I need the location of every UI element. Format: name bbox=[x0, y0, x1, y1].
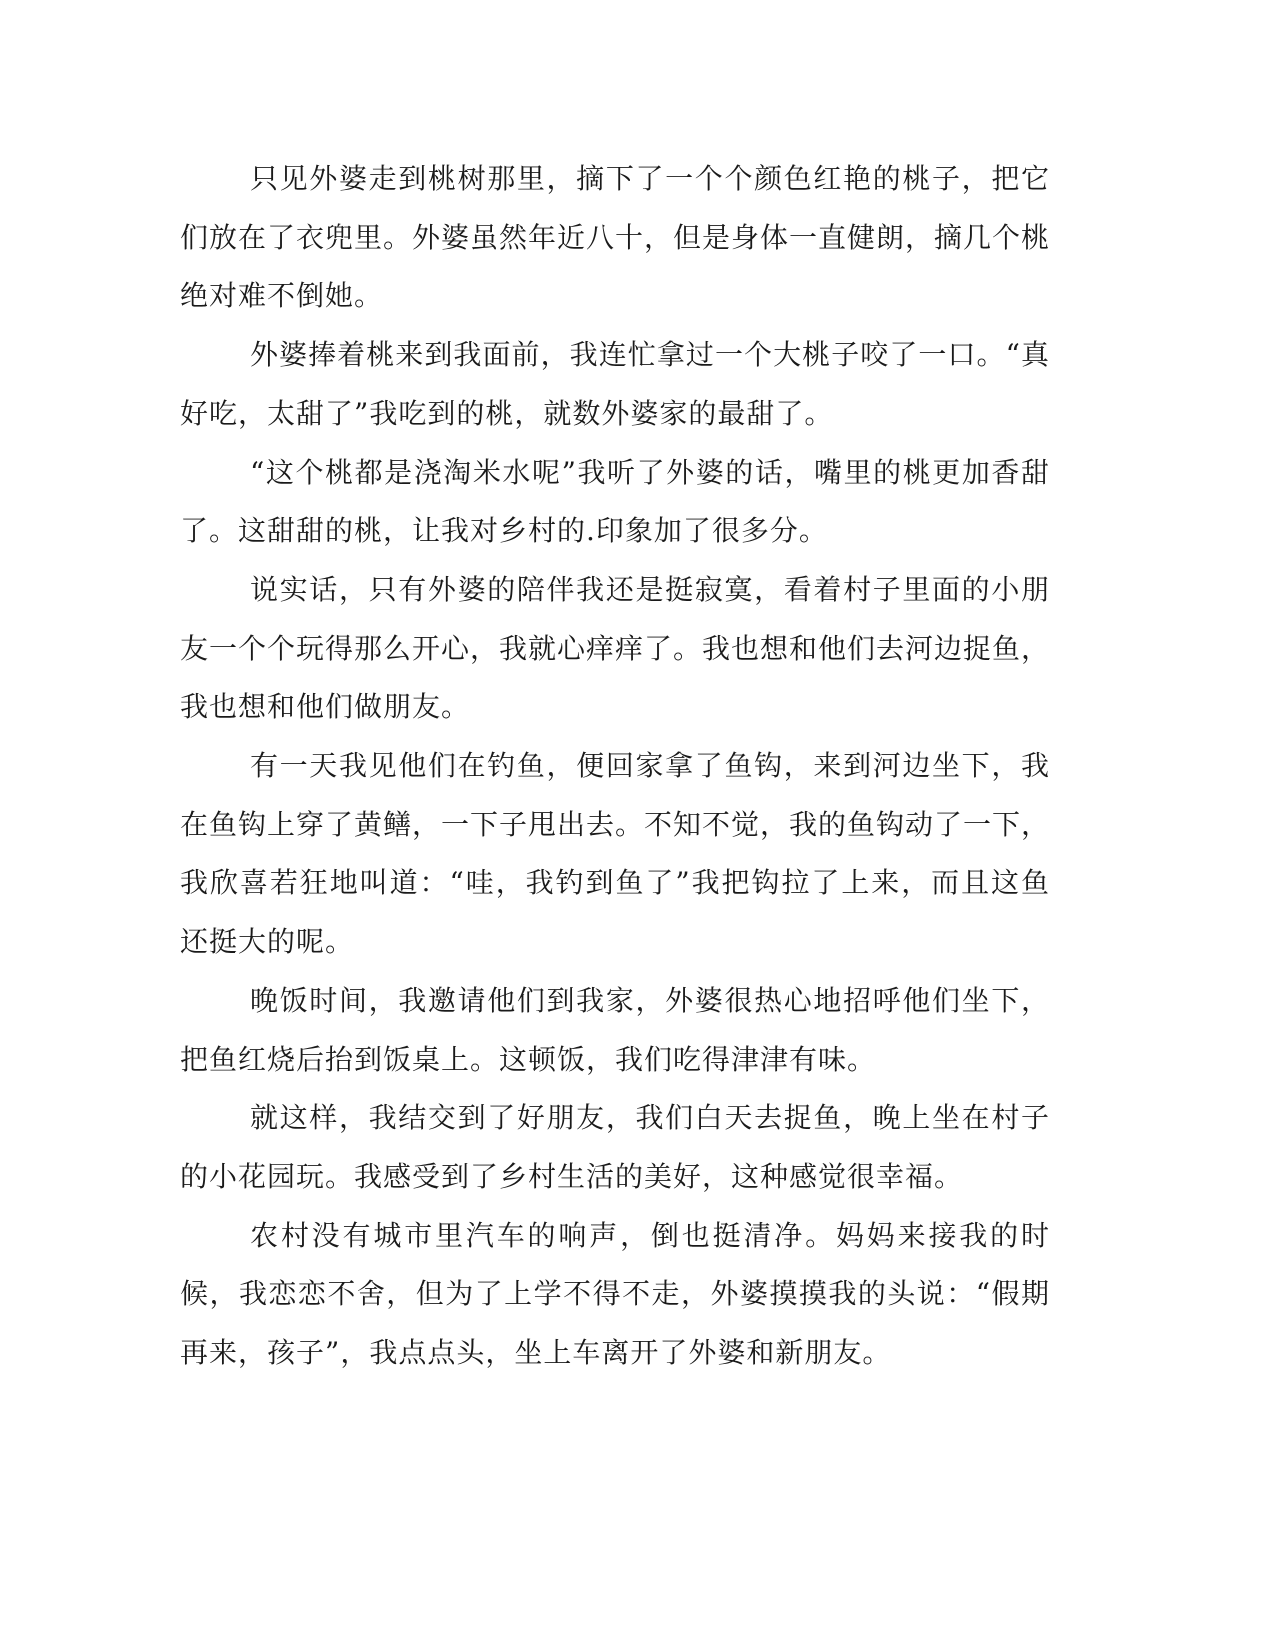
paragraph-7: 就这样，我结交到了好朋友，我们白天去捉鱼，晚上坐在村子的小花园玩。我感受到了乡村生活的美好，这种感觉很幸福。 bbox=[180, 1101, 1050, 1193]
paragraph-3: “这个桃都是浇淘米水呢”我听了外婆的话，嘴里的桃更加香甜了。这甜甜的桃，让我对乡村的.印象加了很多分。 bbox=[180, 455, 1050, 548]
document-body bbox=[180, 150, 1050, 1383]
paragraph-8: 农村没有城市里汽车的响声，倒也挺清净。妈妈来接我的时候，我恋恋不舍，但为了上学不得不走，外婆摸摸我的头说：“假期再来，孩子”，我点点头，坐上车离开了外婆和新朋友。 bbox=[180, 1218, 1050, 1370]
paragraph-1: 只见外婆走到桃树那里，摘下了一个个颜色红艳的桃子，把它们放在了衣兜里。外婆虽然年近八十，但是身体一直健朗，摘几个桃绝对难不倒她。 bbox=[180, 162, 1051, 313]
paragraph-5: 有一天我见他们在钓鱼，便回家拿了鱼钩，来到河边坐下，我在鱼钩上穿了黄鳝，一下子甩出去。不知不觉，我的鱼钩动了一下，我欣喜若狂地叫道：“哇，我钓到鱼了”我把钩拉了上来，而且这鱼还挺大的呢。 bbox=[180, 749, 1051, 959]
paragraph-2: 外婆捧着桃来到我面前，我连忙拿过一个大桃子咬了一口。“真好吃，太甜了”我吃到的桃，就数外婆家的最甜了。 bbox=[180, 338, 1050, 430]
paragraph-4: 说实话，只有外婆的陪伴我还是挺寂寞，看着村子里面的小朋友一个个玩得那么开心，我就心痒痒了。我也想和他们去河边捉鱼，我也想和他们做朋友。 bbox=[180, 572, 1051, 724]
paragraph-6: 晚饭时间，我邀请他们到我家，外婆很热心地招呼他们坐下，把鱼红烧后抬到饭桌上。这顿饭，我们吃得津津有味。 bbox=[180, 983, 1050, 1076]
